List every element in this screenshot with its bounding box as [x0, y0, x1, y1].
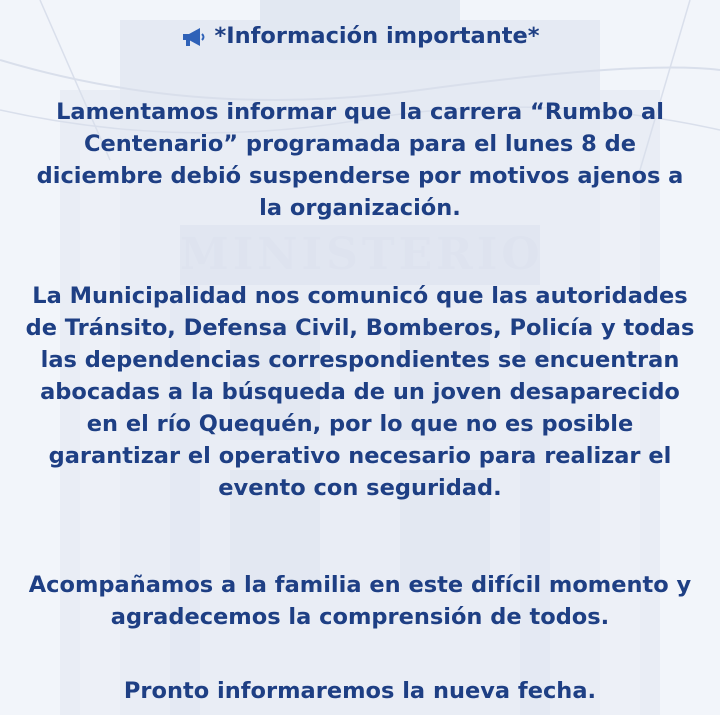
paragraph-new-date: Pronto informaremos la nueva fecha.: [123, 678, 597, 704]
paragraph-reason: La Municipalidad nos comunicó que las autoridades de Tránsito, Defensa Civil, Bomberos, Policía y todas las dependencias correspondientes se encuentran abocadas a la búsqueda de un joven desaparecido en el río Quequén, por lo que no es posible garantizar el operativo necesario para realizar el evento con seguridad.: [25, 283, 695, 501]
megaphone-icon: [180, 25, 208, 47]
headline-text: *Información importante*: [214, 23, 540, 49]
paragraph-cancellation: Lamentamos informar que la carrera “Rumbo al Centenario” programada para el lunes 8 de diciembre debió suspenderse por motivos ajenos a la organización.: [36, 99, 684, 221]
headline: [0, 20, 720, 52]
paragraph-support: Acompañamos a la familia en este difícil momento y agradecemos la comprensión de todos.: [28, 572, 692, 630]
